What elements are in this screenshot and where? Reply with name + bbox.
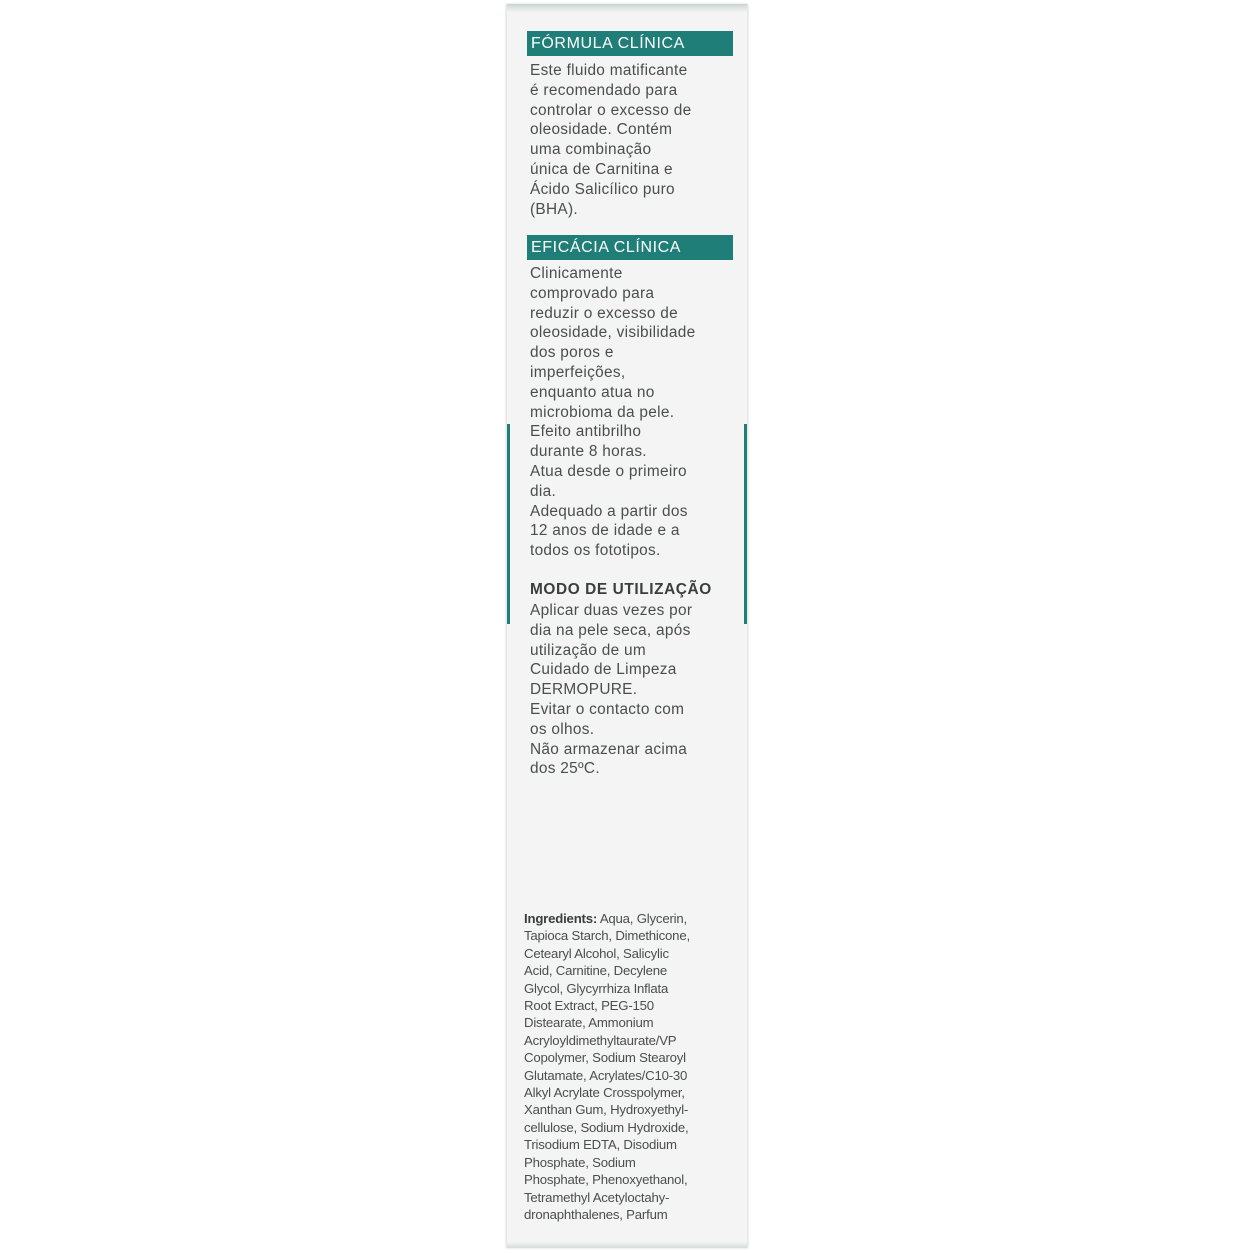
- text-line: oleosidade. Contém: [530, 121, 673, 139]
- package-bottom-edge: [507, 1242, 747, 1248]
- modo-de-utilizacao-heading: MODO DE UTILIZAÇÃO: [530, 581, 712, 598]
- text-line: Cetearyl Alcohol, Salicylic: [524, 945, 669, 961]
- text-line: dia na pele seca, após: [530, 621, 691, 639]
- formula-clinica-header: FÓRMULA CLÍNICA: [527, 31, 733, 56]
- text-line: Tetramethyl Acetyloctahy-: [524, 1189, 670, 1205]
- eficacia-clinica-text: [530, 264, 740, 561]
- text-line: única de Carnitina e: [530, 160, 673, 178]
- text-line: cellulose, Sodium Hydroxide,: [524, 1119, 689, 1135]
- text-line: enquanto atua no: [530, 383, 655, 401]
- text-line: microbioma da pele.: [530, 403, 675, 421]
- package-top-edge: [507, 4, 747, 12]
- text-line: Cuidado de Limpeza: [530, 661, 677, 679]
- text-line: Acid, Carnitine, Decylene: [524, 963, 668, 979]
- text-line: Copolymer, Sodium Stearoyl: [524, 1050, 686, 1066]
- text-line: os olhos.: [530, 720, 595, 738]
- text-line: Não armazenar acima: [530, 740, 688, 758]
- text-line: DERMOPURE.: [530, 681, 638, 699]
- formula-clinica-text: [530, 61, 740, 219]
- text-line: (BHA).: [530, 200, 578, 218]
- text-line: dos 25ºC.: [530, 760, 600, 778]
- text-line: todos os fototipos.: [530, 542, 661, 560]
- text-line: utilização de um: [530, 641, 647, 659]
- text-line: Glutamate, Acrylates/C10-30: [524, 1067, 688, 1083]
- text-line: Aqua, Glycerin,: [597, 911, 687, 926]
- text-line: 12 anos de idade e a: [530, 522, 680, 540]
- text-line: Ácido Salicílico puro: [530, 180, 675, 198]
- text-line: Acryloyldimethyltaurate/VP: [524, 1032, 677, 1048]
- text-line: Evitar o contacto com: [530, 700, 685, 718]
- ingredients-list: [524, 910, 744, 1223]
- package-side-panel: [506, 4, 748, 1248]
- text-line: dia.: [530, 482, 557, 500]
- text-line: Distearate, Ammonium: [524, 1015, 654, 1031]
- text-line: uma combinação: [530, 141, 652, 159]
- text-line: Este fluido matificante: [530, 62, 688, 79]
- ingredients-first-line: [524, 910, 744, 927]
- text-line: Clinicamente: [530, 265, 623, 282]
- modo-de-utilizacao-text: [530, 601, 740, 779]
- text-line: Aplicar duas vezes por: [530, 602, 693, 619]
- text-line: Efeito antibrilho: [530, 423, 642, 441]
- text-line: durante 8 horas.: [530, 443, 647, 461]
- text-line: Atua desde o primeiro: [530, 462, 687, 480]
- text-line: Alkyl Acrylate Crosspolymer,: [524, 1085, 685, 1101]
- ingredients-label: Ingredients:: [524, 911, 598, 926]
- text-line: dronaphthalenes, Parfum: [524, 1206, 668, 1222]
- text-line: imperfeições,: [530, 363, 626, 381]
- text-line: Trisodium EDTA, Disodium: [524, 1137, 677, 1153]
- text-line: Root Extract, PEG-150: [524, 998, 654, 1014]
- text-line: comprovado para: [530, 284, 655, 302]
- eficacia-clinica-header: EFICÁCIA CLÍNICA: [527, 235, 733, 260]
- text-line: Adequado a partir dos: [530, 502, 688, 520]
- text-line: oleosidade, visibilidade: [530, 324, 696, 342]
- text-line: Phosphate, Sodium: [524, 1154, 636, 1170]
- text-line: Phosphate, Phenoxyethanol,: [524, 1172, 688, 1188]
- text-line: dos poros e: [530, 344, 614, 362]
- text-line: é recomendado para: [530, 81, 678, 99]
- text-line: Xanthan Gum, Hydroxyethyl-: [524, 1102, 689, 1118]
- left-teal-edge-stripe: [507, 424, 510, 624]
- text-line: controlar o excesso de: [530, 101, 692, 119]
- right-teal-edge-stripe: [744, 424, 747, 624]
- text-line: reduzir o excesso de: [530, 304, 679, 322]
- text-line: Glycol, Glycyrrhiza Inflata: [524, 980, 669, 996]
- text-line: Tapioca Starch, Dimethicone,: [524, 928, 690, 944]
